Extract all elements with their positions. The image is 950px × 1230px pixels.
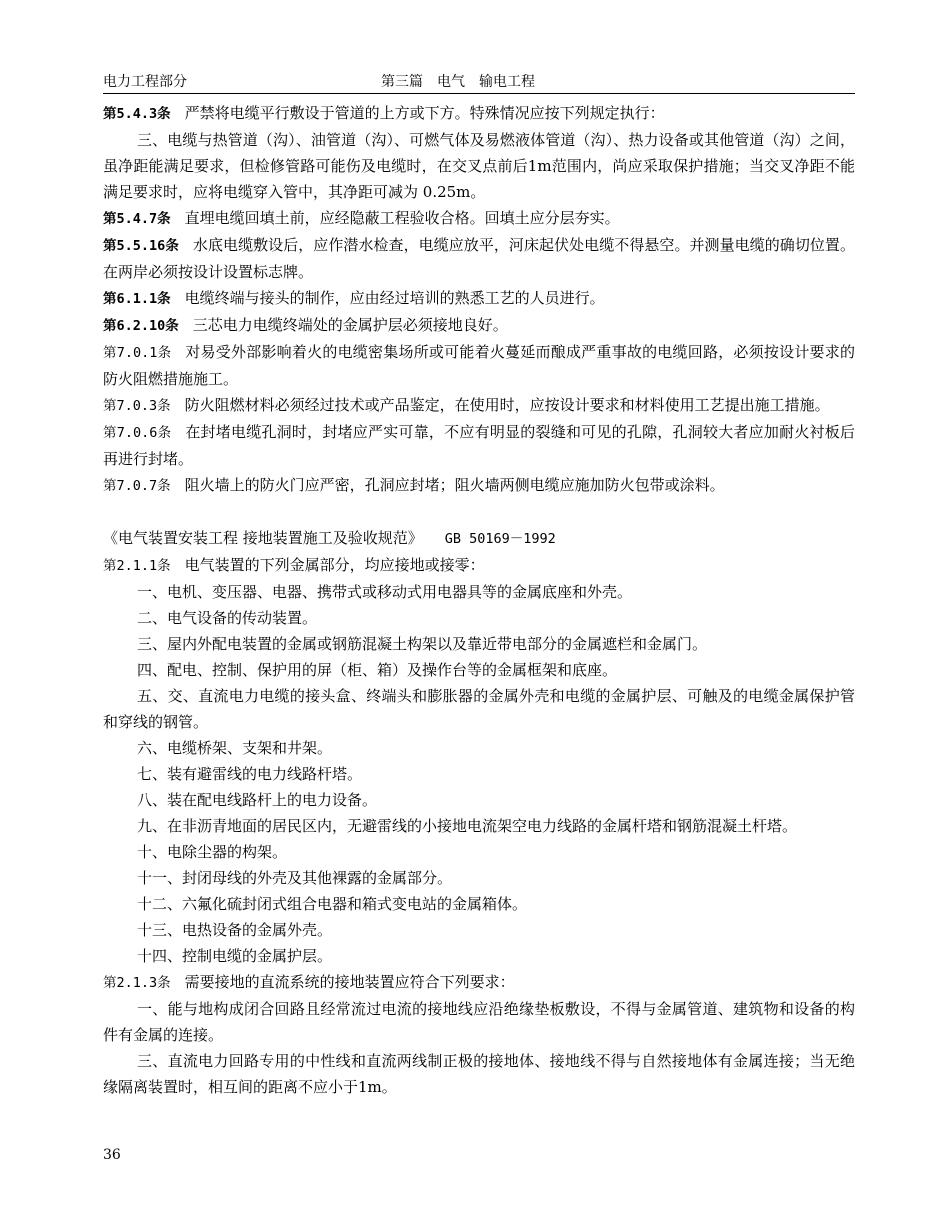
page-number: 36: [103, 1147, 121, 1163]
clause-text: 对易受外部影响着火的电缆密集场所或可能着火蔓延而酿成严重事故的电缆回路，必须按设计要求的防火阻燃措施施工。: [103, 343, 856, 388]
clause-subitem: 四、配电、控制、保护用的屏（柜、箱）及操作台等的金属框架和底座。: [137, 661, 618, 679]
clause-number: 第7.0.3条: [103, 398, 171, 414]
clause-subitem: 七、装有避雷线的电力线路杆塔。: [137, 765, 363, 783]
standard-heading: [103, 525, 855, 552]
clause-subitem: 六、电缆桥架、支架和井架。: [137, 739, 333, 757]
header-section-label: 电力工程部分: [103, 74, 187, 90]
section-cable-clauses: [103, 100, 855, 499]
clause-number: 第6.1.1条: [103, 291, 171, 307]
clause-subitem: 十、电除尘器的构架。: [137, 843, 288, 861]
clause-text: 阻火墙上的防火门应严密，孔洞应封堵；阻火墙两侧电缆应施加防火包带或涂料。: [184, 476, 725, 494]
clause-number: 第5.4.3条: [103, 106, 171, 122]
clause-number: 第5.5.16条: [103, 238, 179, 254]
clause: [103, 392, 855, 419]
clause-text: 电缆终端与接头的制作，应由经过培训的熟悉工艺的人员进行。: [184, 289, 605, 307]
clause-number: 第7.0.6条: [103, 425, 172, 441]
clause-subitem: 九、在非沥青地面的居民区内，无避雷线的小接地电流架空电力线路的金属杆塔和钢筋混凝土杆塔。: [137, 817, 798, 835]
standard-title: 《电气装置安装工程 接地装置施工及验收规范》: [103, 529, 423, 547]
clause-text: 电气装置的下列金属部分，均应接地或接零：: [184, 556, 485, 574]
clause: [103, 419, 855, 472]
clause-subitem: 十二、六氟化硫封闭式组合电器和箱式变电站的金属箱体。: [137, 895, 528, 913]
header-chapter-label: 第三篇 电气 输电工程: [381, 74, 535, 90]
clause-subitem: 十一、封闭母线的外壳及其他裸露的金属部分。: [137, 869, 453, 887]
clause-subitem: 三、电缆与热管道（沟）、油管道（沟）、可燃气体及易燃液体管道（沟）、热力设备或其他管道（沟）之间，虽净距能满足要求，但检修管路可能伤及电缆时，在交叉点前后1m范围内，尚应采取保护措施；当交叉净距不能满足要求时，应将电缆穿入管中，其净距可减为 0.25m。: [103, 131, 855, 201]
clause: [103, 472, 855, 499]
clause-text: 防火阻燃材料必须经过技术或产品鉴定，在使用时，应按设计要求和材料使用工艺提出施工措施。: [184, 396, 830, 414]
clause-number: 第7.0.7条: [103, 478, 171, 494]
clause-subitem: 八、装在配电线路杆上的电力设备。: [137, 791, 378, 809]
clause-number: 第2.1.1条: [103, 558, 171, 574]
clause-number: 第6.2.10条: [103, 318, 179, 334]
clause: [103, 285, 855, 312]
section-grounding-clauses: [103, 552, 855, 1100]
clause-number: 第2.1.3条: [103, 975, 171, 991]
standard-code: GB 50169－1992: [444, 531, 556, 547]
clause: [103, 552, 855, 579]
clause-subitem: 二、电气设备的传动装置。: [137, 609, 318, 627]
clause-subitem: 一、电机、变压器、电器、携带式或移动式用电器具等的金属底座和外壳。: [137, 583, 633, 601]
clause-subitem: 五、交、直流电力电缆的接头盒、终端头和膨胀器的金属外壳和电缆的金属护层、可触及的电缆金属保护管和穿线的钢管。: [103, 687, 855, 731]
clause: [103, 312, 855, 339]
clause-subitem: 三、直流电力回路专用的中性线和直流两线制正极的接地体、接地线不得与自然接地体有金属连接；当无绝缘隔离装置时，相互间的距离不应小于1m。: [103, 1052, 855, 1096]
page-body: [103, 100, 855, 1100]
clause: [103, 969, 855, 996]
clause-text: 需要接地的直流系统的接地装置应符合下列要求：: [184, 973, 515, 991]
clause-text: 严禁将电缆平行敷设于管道的上方或下方。特殊情况应按下列规定执行：: [184, 104, 665, 122]
clause-subitem: 十四、控制电缆的金属护层。: [137, 947, 333, 965]
clause: [103, 339, 855, 392]
clause-number: 第5.4.7条: [103, 211, 171, 227]
clause: [103, 232, 855, 285]
clause-subitem: 十三、电热设备的金属外壳。: [137, 921, 333, 939]
clause-text: 三芯电力电缆终端处的金属护层必须接地良好。: [192, 316, 508, 334]
clause: [103, 100, 855, 127]
clause: [103, 205, 855, 232]
clause-subitem: 一、能与地构成闭合回路且经常流过电流的接地线应沿绝缘垫板敷设，不得与金属管道、建筑物和设备的构件有金属的连接。: [103, 1000, 855, 1044]
clause-number: 第7.0.1条: [103, 345, 172, 361]
page-header: [103, 73, 855, 94]
clause-text: 水底电缆敷设后，应作潜水检查，电缆应放平，河床起伏处电缆不得悬空。并测量电缆的确切位置。在两岸必须按设计设置标志牌。: [103, 236, 855, 281]
clause-text: 在封堵电缆孔洞时，封堵应严实可靠，不应有明显的裂缝和可见的孔隙，孔洞较大者应加耐火衬板后再进行封堵。: [103, 423, 856, 468]
section-gap: [103, 499, 855, 525]
clause-text: 直埋电缆回填土前，应经隐蔽工程验收合格。回填土应分层夯实。: [184, 209, 620, 227]
clause-subitem: 三、屋内外配电装置的金属或钢筋混凝土构架以及靠近带电部分的金属遮栏和金属门。: [137, 635, 708, 653]
